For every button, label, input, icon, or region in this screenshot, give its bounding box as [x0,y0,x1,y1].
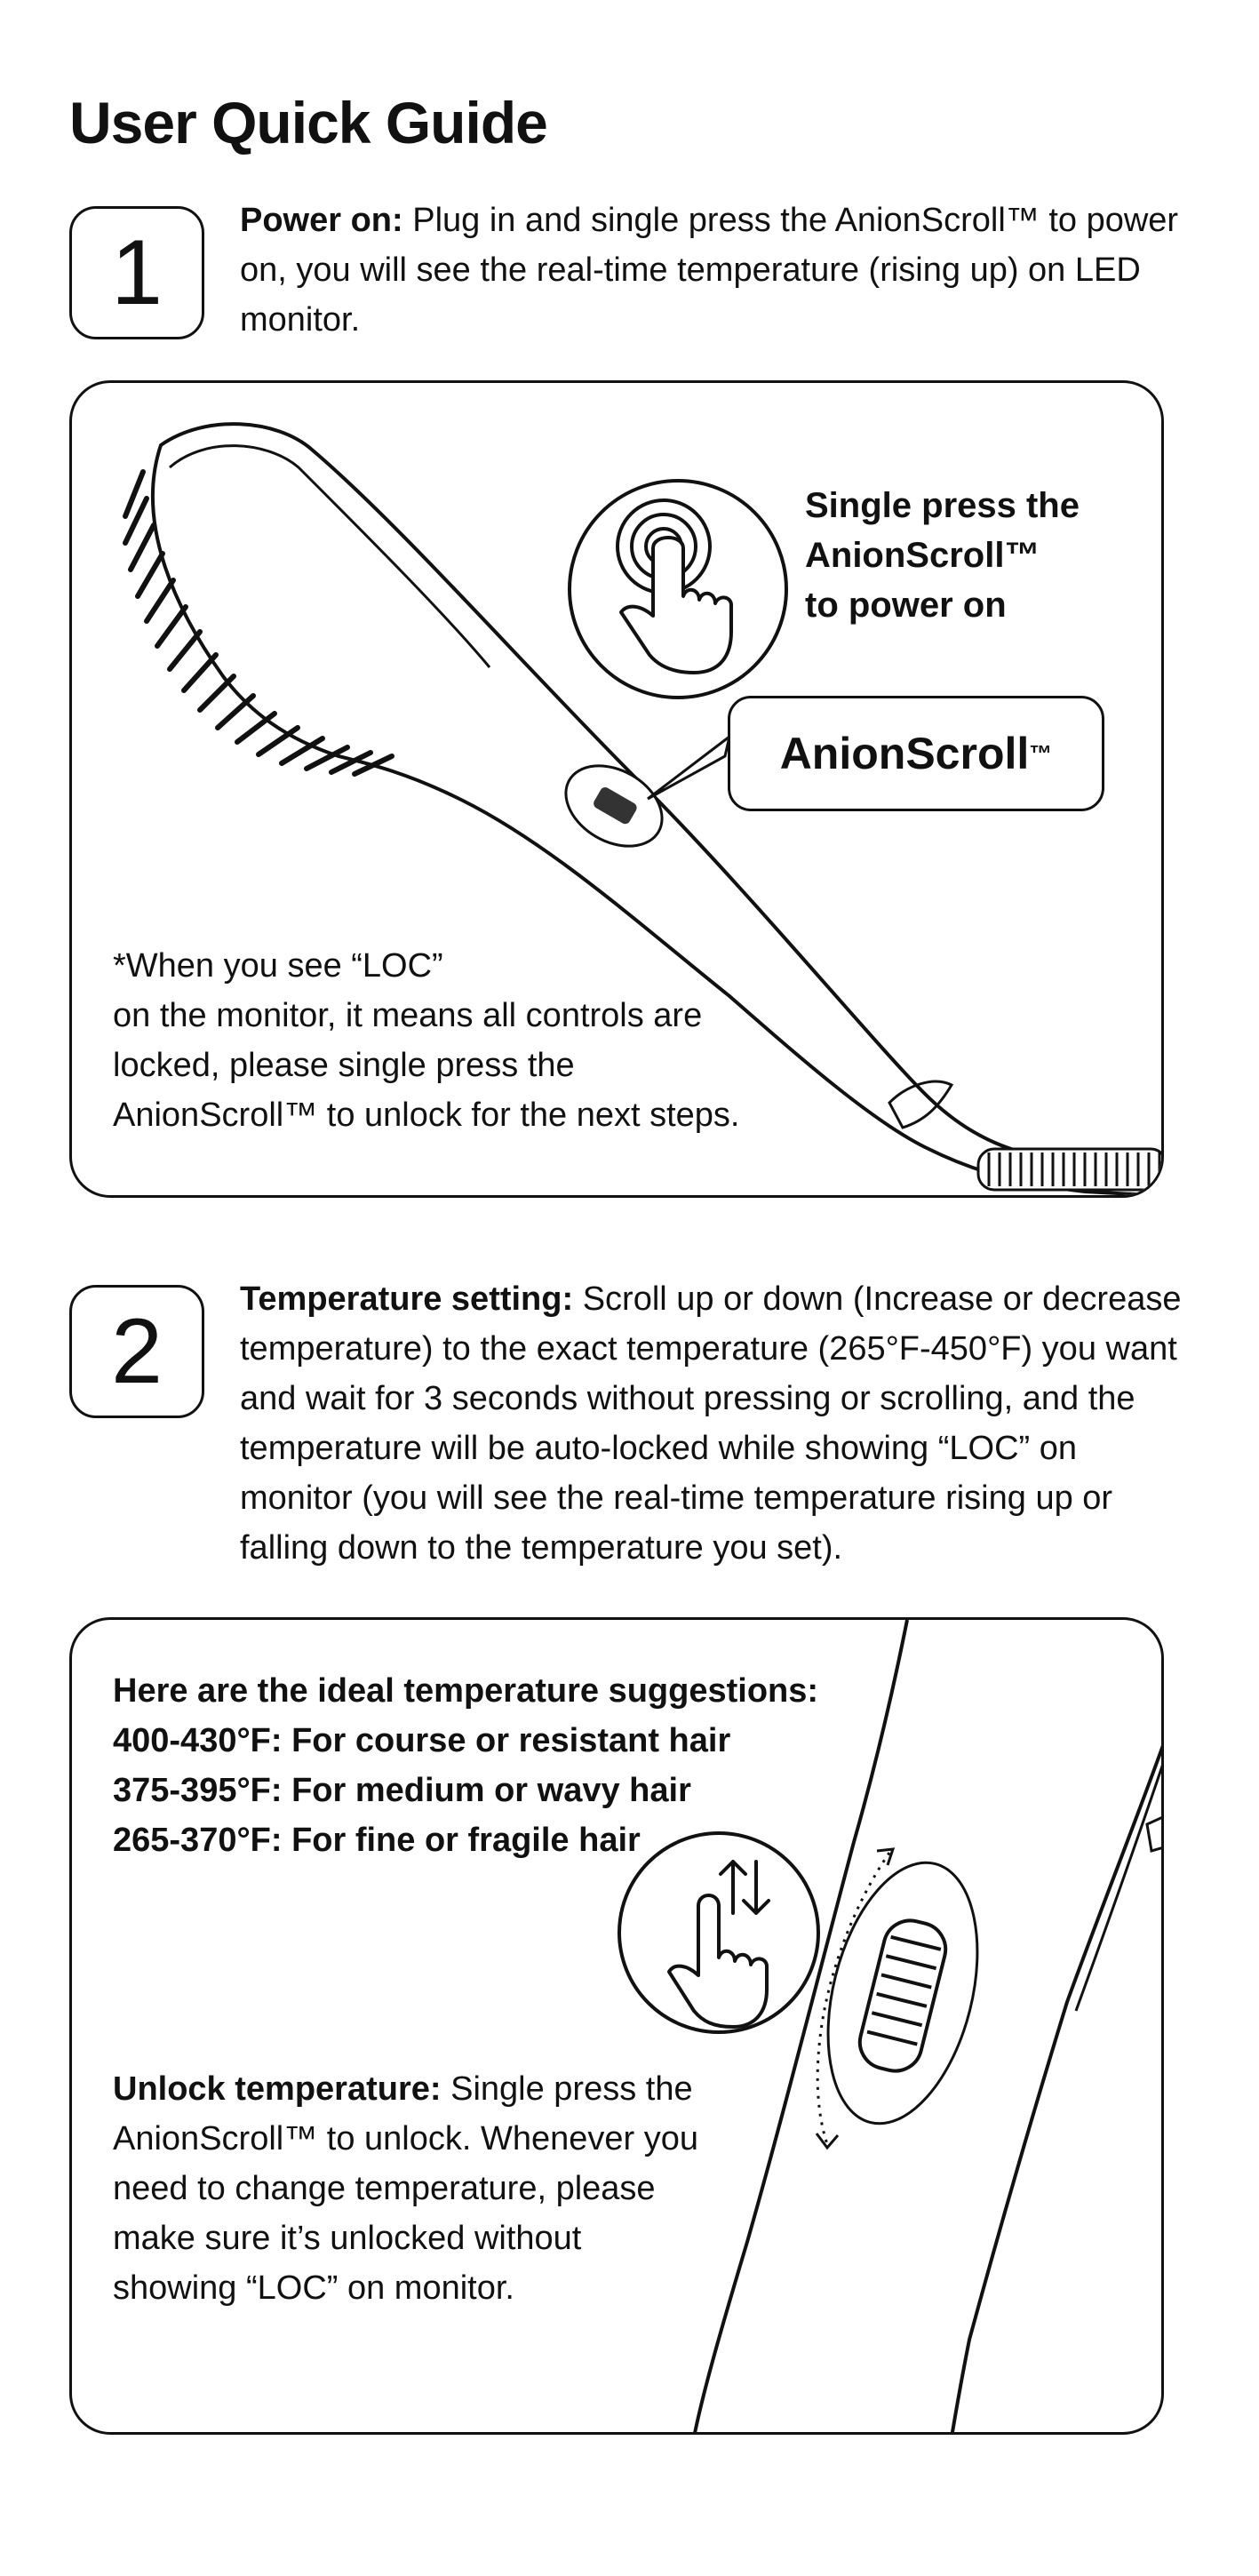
power-on-illustration-panel [69,380,1164,1198]
note-line-1: *When you see “LOC” [113,947,443,985]
brand-label: AnionScroll [779,729,1030,778]
suggestion-fine-hair: 265-370°F: For fine or fragile hair [113,1822,641,1859]
step-1-badge [69,206,204,339]
page-title: User Quick Guide [69,90,547,156]
step-2-text: Scroll up or down (Increase or decrease temperature) to the exact temperature (265°F-450°F) you want and wait for 3 seconds without pressing or scrolling, and the temperature will be auto-locked while showing “LOC” on monitor (you will see the real-time temperature rising up or falling down to the temperature you set). [240,1280,1182,1567]
note-line-4: AnionScroll™ to unlock for the next steps. [113,1097,740,1134]
unlock-line-1: Single press the [450,2070,693,2108]
loc-note [113,941,739,1140]
step-1-number: 1 [111,221,163,324]
suggestion-coarse-hair: 400-430°F: For course or resistant hair [113,1722,731,1759]
step-1-description [240,195,1182,345]
callout-line-3: to power on [805,586,1007,625]
unlock-line-5: showing “LOC” on monitor. [113,2269,514,2307]
unlock-line-4: make sure it’s unlocked without [113,2220,582,2257]
callout-line-1: Single press the [805,486,1080,525]
power-on-callout [805,481,1080,630]
step-2-number: 2 [111,1300,163,1403]
note-line-2: on the monitor, it means all controls are [113,997,703,1034]
step-2-label: Temperature setting: [240,1280,574,1318]
step-1-text: Plug in and single press the AnionScroll™ to power on, you will see the real-time temperature (rising up) on LED monitor. [240,202,1179,339]
step-2-badge [69,1285,204,1418]
unlock-line-3: need to change temperature, please [113,2170,656,2207]
callout-line-2: AnionScroll™ [805,536,1040,575]
unlock-label: Unlock temperature: [113,2070,442,2108]
suggestion-medium-hair: 375-395°F: For medium or wavy hair [113,1772,691,1809]
suggestion-heading: Here are the ideal temperature suggestions: [113,1672,819,1710]
temperature-suggestions [113,1666,818,1865]
note-line-3: locked, please single press the [113,1047,575,1084]
anionscroll-label-box [728,696,1104,811]
unlock-note [113,2064,698,2313]
trademark-mark: ™ [1029,739,1053,767]
step-2-description [240,1274,1182,1573]
unlock-line-2: AnionScroll™ to unlock. Whenever you [113,2120,698,2157]
step-1-label: Power on: [240,202,403,239]
temperature-illustration-panel [69,1617,1164,2435]
